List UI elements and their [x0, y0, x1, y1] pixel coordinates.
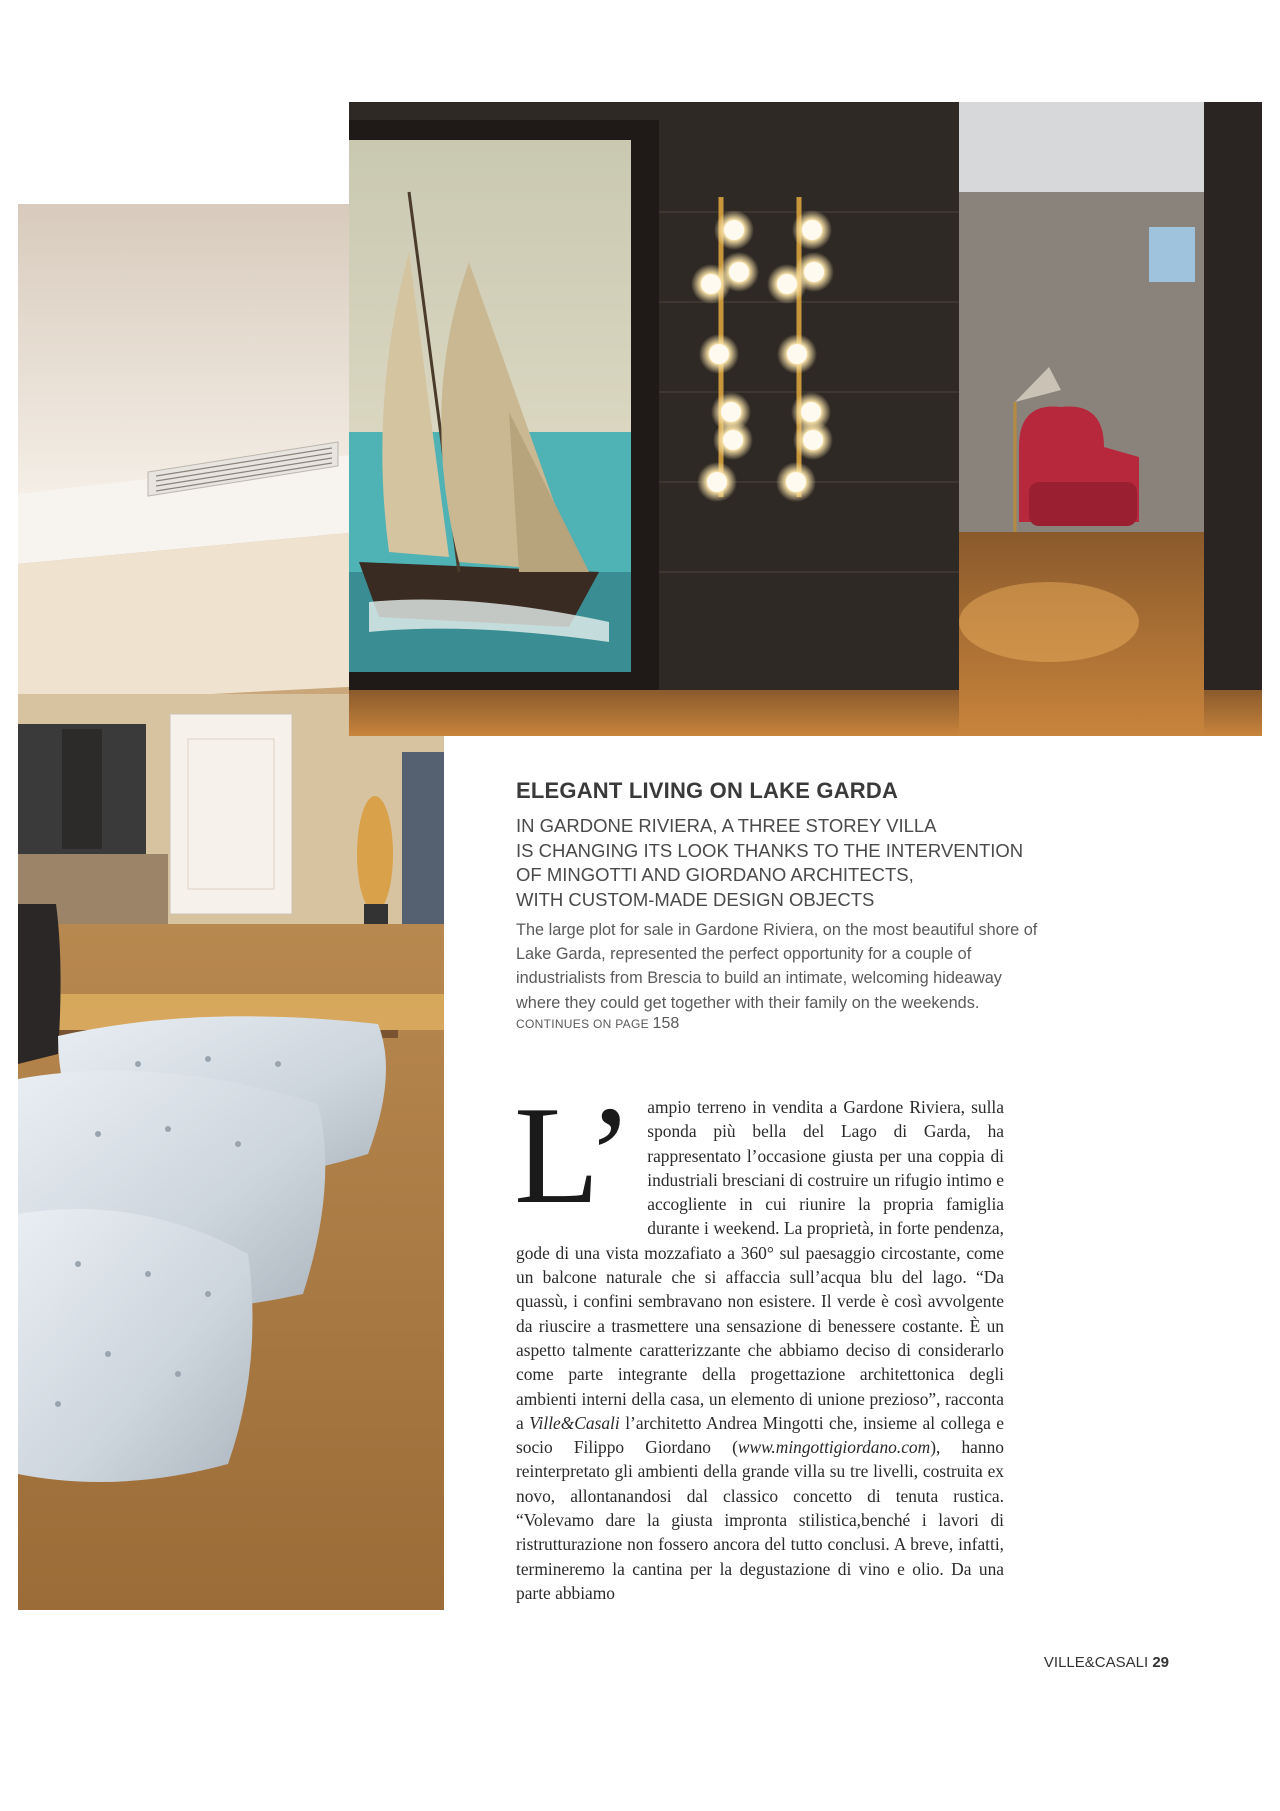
article-body: [514, 1078, 1004, 1605]
magazine-name: Ville&Casali: [529, 1412, 620, 1433]
continues-label: CONTINUES ON PAGE: [516, 1017, 649, 1031]
subhead-line: IN GARDONE RIVIERA, A THREE STOREY VILLA: [516, 815, 937, 836]
website-link[interactable]: www.mingottigiordano.com: [737, 1437, 931, 1458]
page-number: 29: [1152, 1654, 1169, 1671]
hallway-illustration: [349, 102, 1262, 736]
page-footer: [1044, 1654, 1169, 1671]
body-text-part: ), hanno reinterpretato gli ambienti della grande villa su tre livelli, costruita ex novo, allontanandosi dal classico concetto di tenuta rustica. “Volevamo dare la giusta impronta stilistica,benché i lavori di ristrutturazione non fossero ancora del tutto conclusi. A breve, infatti, termineremo la cantina per la degustazione di vino e olio. Da una parte abbiamo: [516, 1437, 1004, 1603]
article-subhead: [516, 814, 1076, 912]
subhead-line: WITH CUSTOM-MADE DESIGN OBJECTS: [516, 888, 875, 910]
hallway-photo: [349, 102, 1262, 736]
continues-page: 158: [652, 1015, 680, 1032]
body-text-part: ampio terreno in vendita a Gardone Riviera, sulla sponda più bella del Lago di Garda, ha rappresentato l’occasione giusta per una coppia di industriali bresciani di costruire un rifugio intimo e accogliente in cui riunire la propria famiglia durante i weekend. La proprietà, in forte pendenza, gode di una vista mozzafiato a 360° sul paesaggio circostante, come un balcone naturale che si affaccia sull’acqua blu del lago. “Da quassù, i confini sembravano non esistere. Il verde è così avvolgente da riuscire a trasmettere una sensazione di benessere costante. È un aspetto talmente caratterizzante che abbiamo deciso di considerarlo come parte integrante della progettazione architettonica degli ambienti interni della casa, un elemento di unione prezioso”, racconta a: [516, 1097, 1004, 1433]
footer-magazine: VILLE&CASALI: [1043, 1654, 1149, 1671]
article-headline: ELEGANT LIVING ON LAKE GARDA: [516, 778, 899, 803]
subhead-line: IS CHANGING ITS LOOK THANKS TO THE INTERVENTION: [516, 839, 1024, 861]
article-summary: The large plot for sale in Gardone Riviera, on the most beautiful shore of Lake Garda, represented the perfect opportunity for a couple of industrialists from Brescia to build an intimate, welcoming hideaway where they could get together with their family on the weekends.: [516, 921, 1038, 1012]
continues-note: [516, 1015, 679, 1033]
body-text-part: l’architetto Andrea Mingotti che, insieme al collega e socio Filippo Giordano (: [516, 1412, 1004, 1458]
drop-cap: L’: [514, 1078, 634, 1233]
subhead-line: OF MINGOTTI AND GIORDANO ARCHITECTS,: [516, 864, 914, 885]
